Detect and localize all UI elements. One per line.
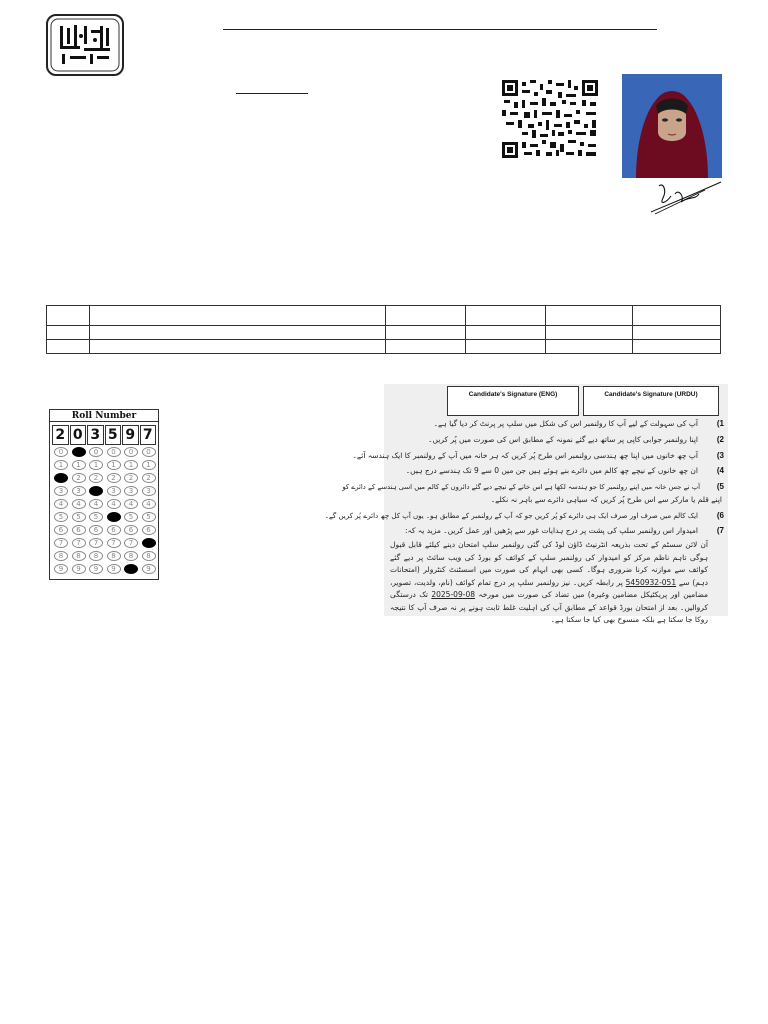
omr-bubble: 6 xyxy=(142,525,156,535)
omr-bubble: 3 xyxy=(89,486,103,496)
omr-bubble: 3 xyxy=(142,486,156,496)
omr-bubble: 5 xyxy=(107,512,121,522)
table-cell xyxy=(546,326,633,340)
omr-bubble: 0 xyxy=(72,447,86,457)
calligraphy-emblem-icon xyxy=(48,16,122,74)
omr-bubble: 2 xyxy=(89,473,103,483)
instruction-number: (3 xyxy=(716,451,724,460)
omr-bubble: 9 xyxy=(142,564,156,574)
omr-bubble: 5 xyxy=(142,512,156,522)
candidate-photo xyxy=(622,74,722,178)
instruction-text: آپ کی سہولت کے لیے آپ کا رولنمبر اس کی شکل میں سلپ پر پرنٹ کر دیا گیا ہے۔ xyxy=(433,419,698,428)
table-cell xyxy=(466,340,546,354)
title-underline xyxy=(236,93,308,94)
omr-bubble: 7 xyxy=(72,538,86,548)
instruction-item xyxy=(384,494,728,506)
omr-bubble: 1 xyxy=(72,460,86,470)
omr-bubble-grid xyxy=(54,447,158,577)
omr-bubble: 0 xyxy=(54,447,68,457)
omr-bubble: 2 xyxy=(107,473,121,483)
instruction-number: (4 xyxy=(716,466,724,475)
omr-bubble: 7 xyxy=(142,538,156,548)
signature-box-urdu: Candidate's Signature (URDU) xyxy=(583,386,719,416)
instruction-item xyxy=(342,481,728,493)
omr-bubble: 7 xyxy=(124,538,138,548)
table-cell xyxy=(47,340,90,354)
qr-code xyxy=(502,80,598,158)
table-cell xyxy=(386,306,466,326)
table-cell xyxy=(633,306,721,326)
instruction-item xyxy=(384,525,728,537)
omr-bubble: 9 xyxy=(54,564,68,574)
omr-bubble: 5 xyxy=(72,512,86,522)
table-cell xyxy=(633,326,721,340)
omr-bubble: 5 xyxy=(89,512,103,522)
instructions-panel xyxy=(324,384,728,624)
omr-bubble: 3 xyxy=(107,486,121,496)
omr-bubble: 8 xyxy=(54,551,68,561)
helpline-number: 051-5450932 xyxy=(625,577,677,587)
omr-bubble: 0 xyxy=(107,447,121,457)
handwritten-signature-icon xyxy=(645,176,725,218)
table-cell xyxy=(466,306,546,326)
table-cell xyxy=(89,340,386,354)
omr-bubble: 3 xyxy=(72,486,86,496)
instruction-number: (7 xyxy=(716,526,724,535)
omr-bubble: 7 xyxy=(54,538,68,548)
omr-bubble: 2 xyxy=(54,473,68,483)
omr-bubble: 8 xyxy=(142,551,156,561)
omr-bubble: 0 xyxy=(142,447,156,457)
omr-bubble: 8 xyxy=(107,551,121,561)
roll-number-title: Roll Number xyxy=(50,410,158,422)
table-cell xyxy=(633,340,721,354)
omr-bubble: 1 xyxy=(54,460,68,470)
correction-deadline: 08-09-2025 xyxy=(431,590,475,599)
instruction-number: (1 xyxy=(716,419,724,428)
signature-box-eng: Candidate's Signature (ENG) xyxy=(447,386,579,416)
omr-bubble: 4 xyxy=(107,499,121,509)
omr-bubble: 2 xyxy=(72,473,86,483)
omr-bubble: 2 xyxy=(124,473,138,483)
roll-number-omr xyxy=(49,409,159,580)
candidate-signature xyxy=(645,176,725,218)
roll-digit: 3 xyxy=(87,425,104,445)
omr-bubble: 6 xyxy=(54,525,68,535)
omr-bubble: 6 xyxy=(89,525,103,535)
omr-bubble: 8 xyxy=(124,551,138,561)
table-cell xyxy=(466,326,546,340)
omr-bubble: 4 xyxy=(124,499,138,509)
table-cell xyxy=(47,326,90,340)
header-rule xyxy=(223,29,657,30)
paragraph-text: پر رابطہ کریں۔ نیز رولنمبر سلپ پر درج تمام کوائف (نام، ولدیت، تصویر، مضامین اور پریکٹیکل مضامین وغیرہ) میں تضاد کی صورت میں مورخہ xyxy=(390,577,708,599)
roll-digit: 7 xyxy=(140,425,157,445)
omr-bubble: 9 xyxy=(124,564,138,574)
table-row xyxy=(47,326,721,340)
omr-bubble: 7 xyxy=(89,538,103,548)
omr-bubble: 3 xyxy=(54,486,68,496)
omr-bubble: 4 xyxy=(142,499,156,509)
omr-bubble: 0 xyxy=(124,447,138,457)
instruction-number: (6 xyxy=(716,511,724,520)
instruction-item xyxy=(384,434,728,446)
table-row xyxy=(47,340,721,354)
instruction-number: (2 xyxy=(716,435,724,444)
table-cell xyxy=(89,306,386,326)
instruction-paragraph xyxy=(390,539,708,627)
roll-digit: 9 xyxy=(122,425,139,445)
table-cell xyxy=(386,326,466,340)
omr-bubble: 1 xyxy=(89,460,103,470)
omr-bubble: 9 xyxy=(107,564,121,574)
omr-bubble: 6 xyxy=(107,525,121,535)
instruction-item xyxy=(352,450,728,462)
instruction-text: ایک کالم میں صرف اور صرف ایک ہی دائرے کو پُر کریں جو کہ آپ کے رولنمبر کے مطابق ہو۔ یوں آپ کل چھ دائرے پُر کریں گے۔ xyxy=(324,512,698,520)
omr-bubble: 4 xyxy=(72,499,86,509)
table-cell xyxy=(386,340,466,354)
roll-digit: 5 xyxy=(105,425,122,445)
omr-bubble: 3 xyxy=(124,486,138,496)
person-portrait-icon xyxy=(622,74,722,178)
omr-bubble: 0 xyxy=(89,447,103,457)
instruction-text: اپنے قلم یا مارکر سے اس طرح پُر کریں کہ سیاہی دائرے سے باہر نہ نکلے۔ xyxy=(490,495,722,504)
instruction-text: آپ چھ خانوں میں اپنا چھ ہندسی رولنمبر اس طرح پُر کریں کہ ہر خانہ میں آپ کے رولنمبر کا ایک ہندسہ آئے۔ xyxy=(352,451,698,460)
qr-code-icon xyxy=(502,80,598,158)
omr-bubble: 1 xyxy=(142,460,156,470)
omr-bubble: 2 xyxy=(142,473,156,483)
instruction-text: امیدوار اس رولنمبر سلپ کی پشت پر درج ہدایات غور سے پڑھیں اور عمل کریں۔ مزید یہ کہ: xyxy=(404,526,698,535)
omr-bubble: 9 xyxy=(72,564,86,574)
table-cell xyxy=(546,340,633,354)
table-cell xyxy=(47,306,90,326)
omr-bubble: 7 xyxy=(107,538,121,548)
roll-digit: 2 xyxy=(52,425,69,445)
omr-bubble: 6 xyxy=(72,525,86,535)
omr-bubble: 1 xyxy=(124,460,138,470)
instruction-text: اپنا رولنمبر جوابی کاپی پر ساتھ دیے گئے نمونہ کے مطابق اس کی صورت میں پُر کریں۔ xyxy=(428,435,698,444)
instruction-item xyxy=(384,418,728,430)
table-cell xyxy=(546,306,633,326)
instruction-text: آپ نے جس خانہ میں اپنے رولنمبر کا جو ہندسہ لکھا ہے اس خانے کے نیچے دیے گئے دائروں کے کالم میں اسی ہندسے کے دائرے کو xyxy=(342,483,700,491)
omr-bubble: 8 xyxy=(89,551,103,561)
omr-bubble: 5 xyxy=(124,512,138,522)
omr-bubble: 4 xyxy=(89,499,103,509)
omr-bubble: 6 xyxy=(124,525,138,535)
instruction-item xyxy=(324,510,728,522)
instruction-text: ان چھ خانوں کے نیچے چھ کالم میں دائرے بنے ہوئے ہیں جن میں 0 سے 9 تک ہندسے درج ہیں۔ xyxy=(405,466,698,475)
omr-bubble: 1 xyxy=(107,460,121,470)
paragraph-text: آن لائن سسٹم کے تحت بذریعہ انٹرنیٹ ڈاؤن لوڈ کی گئی رولنمبر سلپ امتحان دینے کیلئے قابل قبول ہوگی تاہم ناظم مرکز کو امیدوار کی رولنمبر سلپ کے کوائف کو بورڈ کی ویب سائٹ پر دیے گئے کوائف سے موازنہ کرنا ضروری ہوگا۔ کسی بھی ابہام کی صورت میں اسسٹنٹ کنٹرولر (امتحانات دہم) سے xyxy=(390,540,708,587)
omr-bubble: 8 xyxy=(72,551,86,561)
omr-bubble: 5 xyxy=(54,512,68,522)
subjects-table xyxy=(46,305,721,354)
instruction-number: (5 xyxy=(716,482,724,491)
board-logo xyxy=(46,14,124,76)
table-cell xyxy=(89,326,386,340)
omr-bubble: 4 xyxy=(54,499,68,509)
roll-number-digits xyxy=(52,425,156,445)
omr-bubble: 9 xyxy=(89,564,103,574)
instruction-item xyxy=(384,465,728,477)
table-header-row xyxy=(47,306,721,326)
paragraph-text: تک درستگی کروالیں۔ بعد از امتحان بورڈ قواعد کے مطابق آپ کی اہلیت غلط ثابت ہونے پر نہ صرف آپ کا نتیجہ روکا جا سکتا ہے بلکہ منسوخ بھی کیا جا سکتا ہے۔ xyxy=(390,590,708,624)
roll-digit: 0 xyxy=(70,425,87,445)
